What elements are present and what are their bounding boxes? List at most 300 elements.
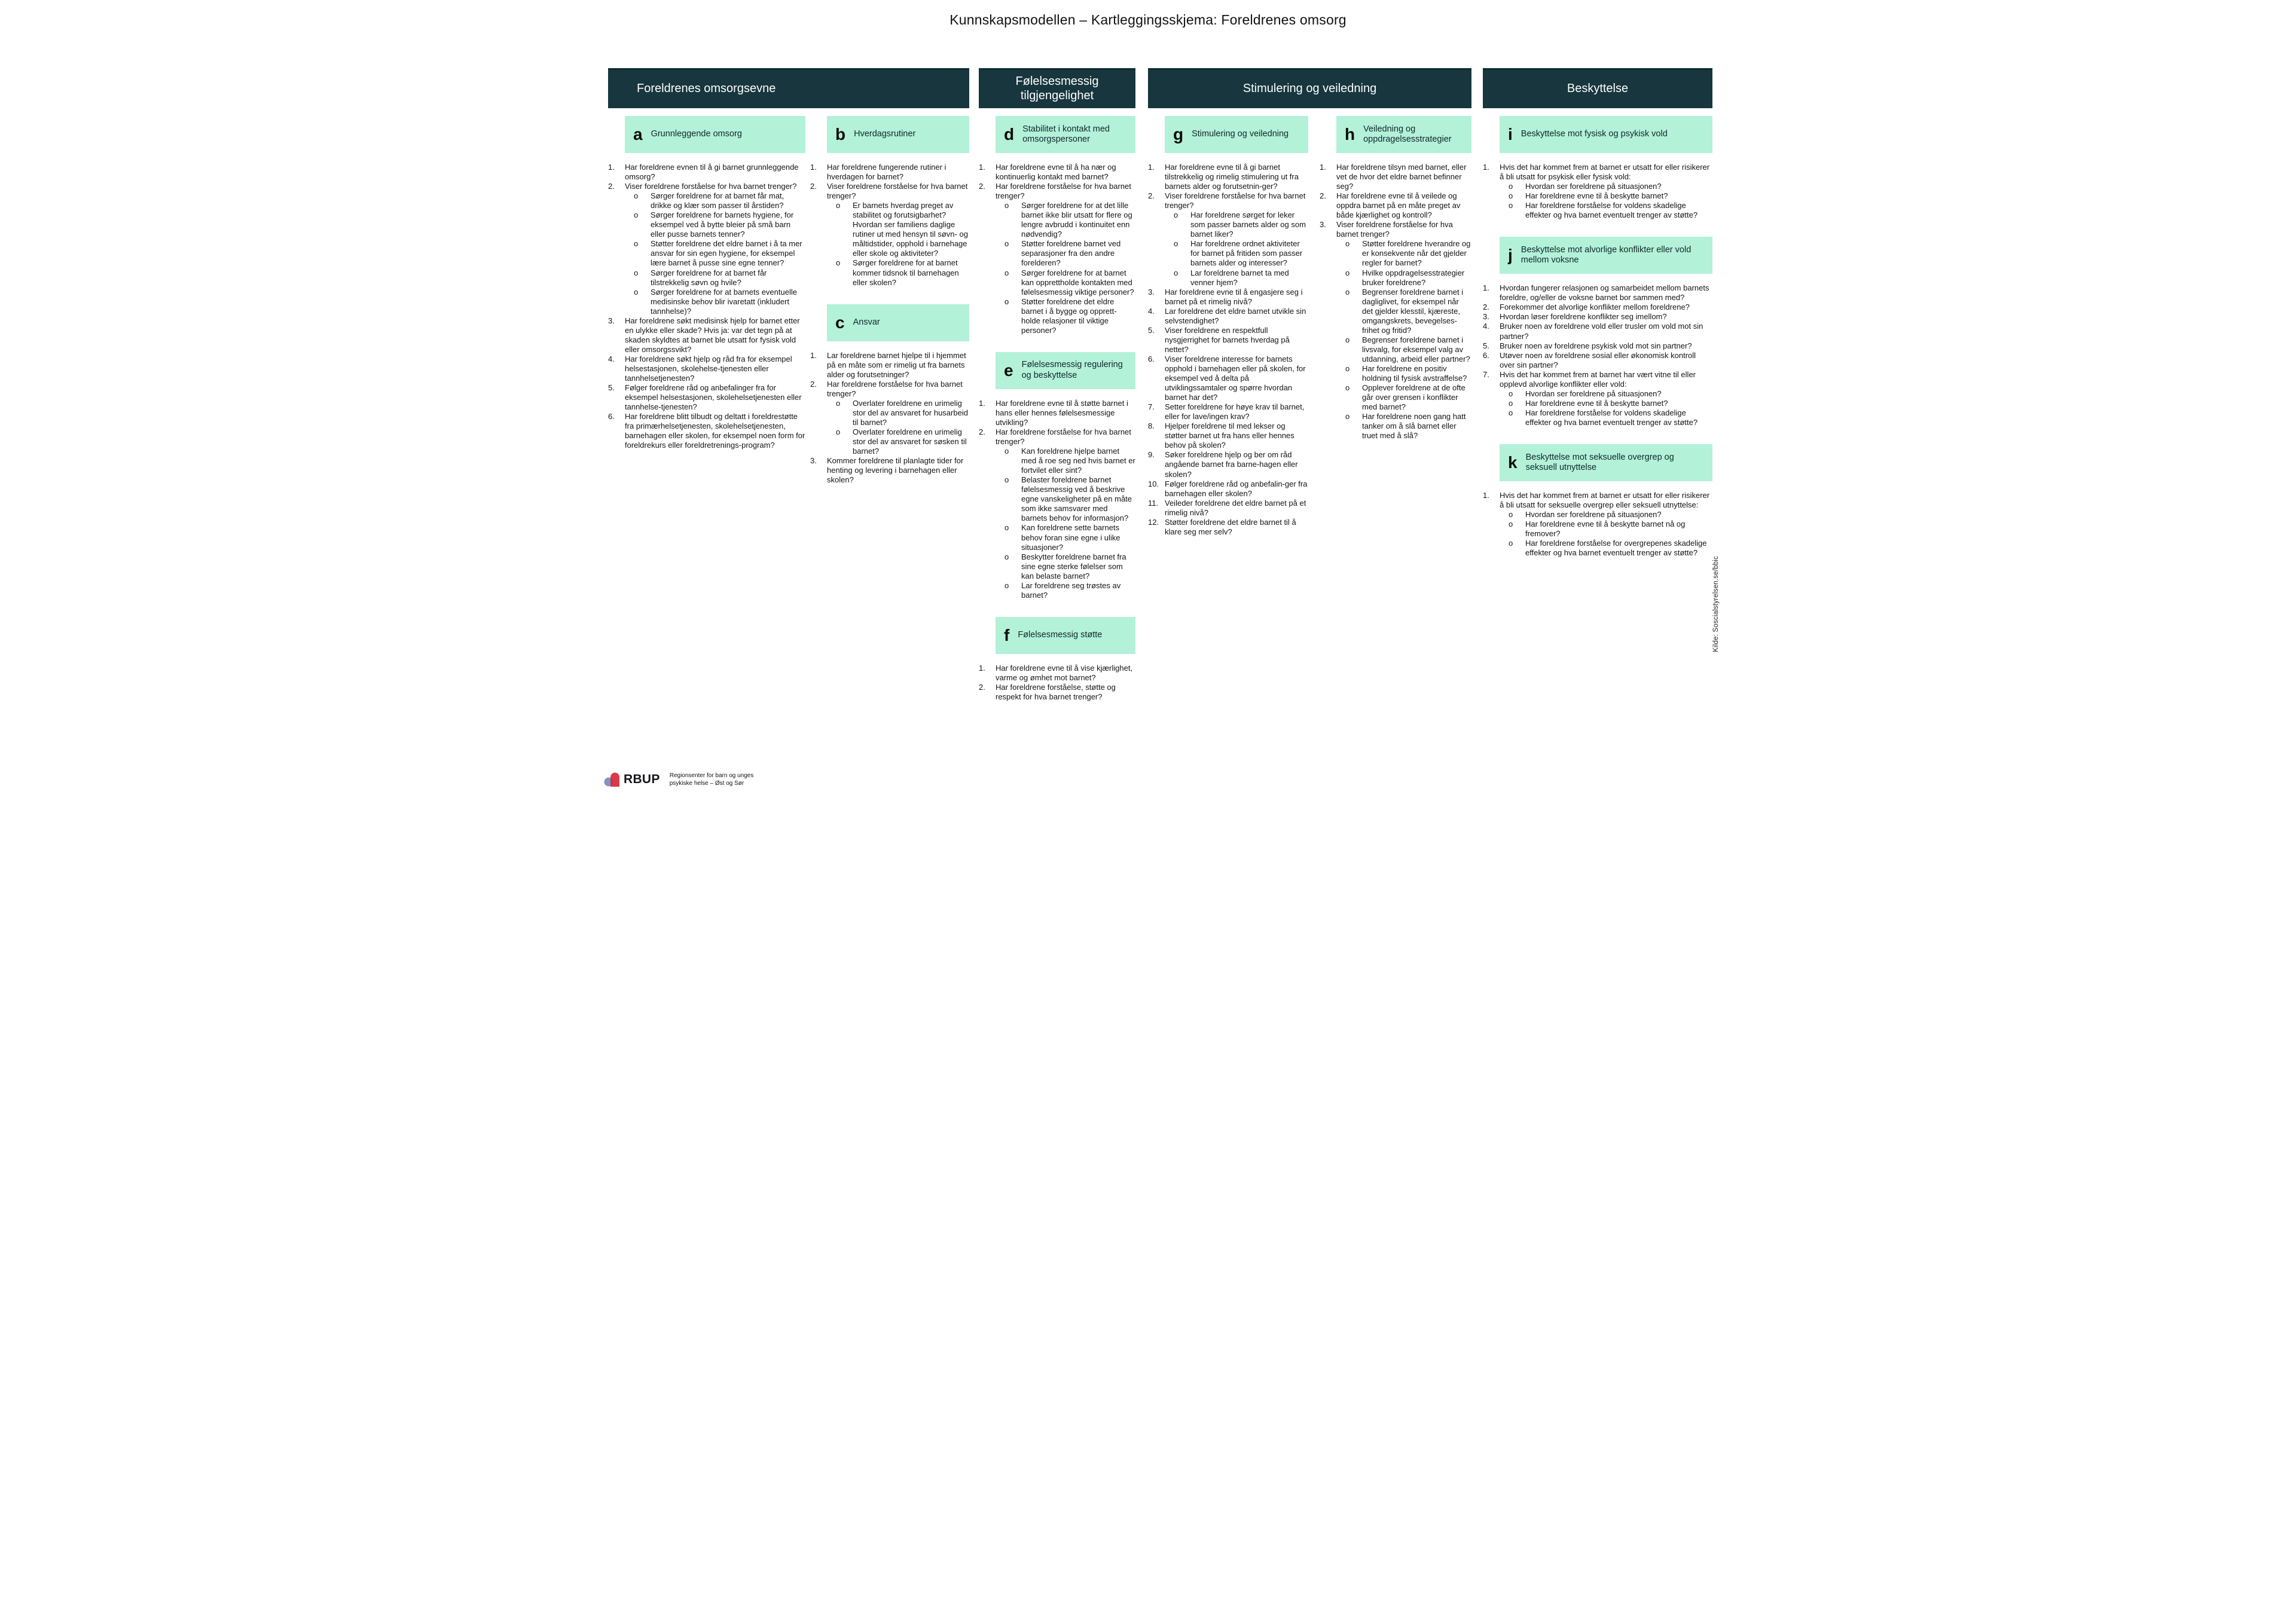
sub-item-text: Beskytter foreldrene barnet fra sine egne sterke følelser som kan belaste barnet? [1021,552,1126,580]
question-item [979,182,1135,201]
item-number: 10. [1148,479,1159,488]
question-sub-item [1483,201,1712,220]
item-text: Følger foreldrene råd og anbefalinger fra for eksempel helsestasjonen, skolehelsetjenesten eller tannhelse-tjenesten? [625,383,802,412]
item-text: Har foreldrene forståelse for hva barnet trenger? [827,379,963,398]
section-letter: h [1345,125,1355,143]
item-text: Har foreldrene evne til å støtte barnet i hans eller hennes følelsesmessige utvikling? [996,398,1128,427]
question-sub-item [1483,191,1712,201]
question-item [1483,312,1712,322]
item-text: Har foreldrene evne til å engasjere seg i barnet på et rimelig nivå? [1165,287,1303,306]
sub-item-text: Har foreldrene forståelse for overgrepenes skadelige effekter og hva barnet eventuelt trenger av støtte? [1525,539,1707,558]
item-text: Følger foreldrene råd og anbefalin-ger fra barnehagen eller skolen? [1165,479,1308,498]
question-list [979,664,1135,702]
question-item [1483,163,1712,182]
section-chip-h [1336,116,1471,153]
sub-item-text: Har foreldrene noen gang hatt tanker om å slå barnet eller truet med å slå? [1362,412,1466,441]
item-text: Støtter foreldrene det eldre barnet til å klare seg mer selv? [1165,517,1296,536]
sub-bullet-marker: o [1004,297,1009,306]
section-chip-j [1500,237,1712,274]
item-number: 2. [1148,191,1155,201]
item-number: 1. [810,163,817,172]
question-sub-item [810,427,969,456]
item-text: Har foreldrene forståelse, støtte og respekt for hva barnet trenger? [996,682,1116,701]
sub-item-text: Støtter foreldrene det eldre barnet i å ta mer ansvar for sin egen hygiene, for eksempel lære barnet å pusse sine egne tenner? [651,239,802,268]
group-columns [1148,116,1471,537]
schema-board [608,68,1712,702]
question-sub-item [608,288,805,316]
sub-item-text: Har foreldrene evne til å beskytte barnet? [1525,191,1668,201]
item-text: Hjelper foreldrene til med lekser og støtter barnet ut fra hans eller hennes behov på skolen? [1165,421,1294,450]
section-title: Følelsesmessig regulering og beskyttelse [1021,360,1123,380]
sub-bullet-marker: o [1509,191,1513,201]
item-text: Kommer foreldrene til planlagte tider for henting og levering i barnehagen eller skolen? [827,456,964,485]
sub-item-text: Sørger foreldrene for at barnets eventuelle medisinske behov blir ivaretatt (inkludert tannhelse)? [651,287,797,316]
item-number: 5. [1148,325,1155,335]
item-number: 5. [1483,341,1489,350]
section-title: Stimulering og veiledning [1192,129,1289,139]
group-columns [1483,116,1712,558]
section-chip-a [625,116,805,153]
question-item [1148,163,1308,191]
item-number: 3. [608,316,615,325]
question-sub-item [810,399,969,427]
question-item [810,163,969,182]
question-sub-item [1320,335,1471,364]
question-item [1148,479,1308,499]
item-number: 2. [1320,191,1326,201]
rbup-logo-icon [604,771,620,787]
column-group [979,68,1135,702]
sub-bullet-marker: o [1004,268,1009,277]
item-number: 8. [1148,421,1155,431]
question-item [1320,191,1471,220]
item-number: 11. [1148,498,1159,508]
sub-item-text: Støtter foreldrene hverandre og er konsekvente når det gjelder regler for barnet? [1362,239,1471,268]
question-sub-item [979,201,1135,239]
question-sub-item [1148,268,1308,288]
group-columns [979,116,1135,702]
item-text: Forekommer det alvorlige konflikter mellom foreldrene? [1500,302,1690,312]
section-title: Beskyttelse mot alvorlige konflikter eller vold mellom voksne [1521,244,1692,265]
question-item [608,163,805,182]
question-sub-item [979,552,1135,581]
sub-item-text: Overlater foreldrene en urimelig stor del av ansvaret for husarbeid til barnet? [853,398,968,427]
sub-item-text: Har foreldrene evne til å beskytte barnet? [1525,398,1668,408]
sub-item-text: Begrenser foreldrene barnet i dagliglivet, for eksempel når det gjelder klesstil, kjæreste, omgangskrets, bevegelses-frihet og fritid? [1362,287,1464,335]
column [608,116,805,450]
question-item [979,427,1135,447]
question-item [1148,450,1308,479]
section-letter: e [1004,360,1013,380]
column-group [1483,68,1712,558]
sub-item-text: Er barnets hverdag preget av stabilitet og forutsigbarhet? Hvordan ser familiens daglige rutiner ut med hensyn til søvn- og måltidstider, opphold i barnehage eller skole og aktiviteter? [853,201,968,258]
question-list [979,399,1135,600]
group-columns [608,116,969,485]
item-text: Viser foreldrene forståelse for hva barnet trenger? [625,182,797,191]
section-letter: k [1508,453,1518,472]
item-number: 3. [810,456,817,466]
sub-item-text: Har foreldrene ordnet aktiviteter for barnet på fritiden som passer barnets alder og interesser? [1190,239,1303,268]
item-number: 1. [1148,163,1155,172]
sub-bullet-marker: o [1004,475,1009,485]
sub-bullet-marker: o [634,287,639,297]
item-text: Veileder foreldrene det eldre barnet på et rimelig nivå? [1165,498,1306,517]
item-number: 6. [608,412,615,421]
sub-bullet-marker: o [1004,580,1009,590]
question-item [608,182,805,191]
sub-bullet-marker: o [1004,523,1009,533]
item-number: 2. [810,379,817,389]
item-text: Utøver noen av foreldrene sosial eller økonomisk kontroll over sin partner? [1500,350,1696,369]
item-text: Bruker noen av foreldrene vold eller trusler om vold mot sin partner? [1500,322,1703,341]
item-text: Har foreldrene forståelse for hva barnet trenger? [996,427,1131,447]
item-text: Har foreldrene evnen til å gi barnet grunnleggende omsorg? [625,163,799,182]
section-title: Hverdagsrutiner [854,129,916,139]
column-group [608,68,969,485]
question-sub-item [979,297,1135,335]
sub-item-text: Sørger foreldrene for at det lille barnet ikke blir utsatt for flere og lengre avbrudd i kontinuitet enn nødvendig? [1021,201,1132,239]
question-sub-item [1148,239,1308,268]
sub-bullet-marker: o [1345,335,1350,344]
question-item [810,351,969,380]
question-sub-item [810,201,969,258]
sub-bullet-marker: o [634,210,639,220]
sub-bullet-marker: o [836,258,841,268]
question-sub-item [1483,389,1712,399]
question-list [1483,163,1712,220]
item-number: 1. [810,350,817,360]
item-number: 1. [1320,163,1326,172]
sub-bullet-marker: o [1509,519,1513,529]
question-item [979,163,1135,182]
question-item [810,182,969,201]
sub-bullet-marker: o [1174,239,1178,249]
question-sub-item [1320,239,1471,268]
question-sub-item [979,268,1135,297]
item-number: 3. [1320,220,1326,230]
column [979,116,1135,702]
question-item [1320,220,1471,239]
item-number: 1. [1483,490,1489,500]
sub-item-text: Støtter foreldrene barnet ved separasjoner fra den andre forelderen? [1021,239,1121,268]
sub-bullet-marker: o [1345,287,1350,297]
item-number: 5. [608,383,615,393]
item-text: Har foreldrene fungerende rutiner i hverdagen for barnet? [827,163,947,182]
sub-item-text: Begrenser foreldrene barnet i livsvalg, for eksempel valg av utdanning, arbeid eller partner? [1362,335,1470,363]
column-group [1148,68,1471,537]
item-text: Har foreldrene forståelse for hva barnet trenger? [996,182,1131,201]
sub-bullet-marker: o [1509,510,1513,519]
section-title: Stabilitet i kontakt med omsorgspersoner [1022,124,1110,144]
sub-item-text: Hvordan ser foreldrene på situasjonen? [1525,182,1662,191]
question-list [1483,283,1712,427]
group-header: Følelsesmessig tilgjengelighet [979,68,1135,108]
item-text: Hvis det har kommet frem at barnet har vært vitne til eller opplevd alvorlige konflikter eller vold: [1500,369,1696,389]
question-item [1483,283,1712,302]
section-title: Beskyttelse mot fysisk og psykisk vold [1521,129,1668,139]
item-text: Viser foreldrene forståelse for hva barnet trenger? [1165,191,1306,210]
sub-item-text: Støtter foreldrene det eldre barnet i å bygge og opprett-holde relasjoner til viktige personer? [1021,297,1117,335]
sub-bullet-marker: o [1345,383,1350,393]
question-list [810,351,969,485]
column [810,116,969,485]
section-chip-g [1165,116,1308,153]
item-number: 4. [1148,306,1155,316]
sub-bullet-marker: o [1174,268,1178,277]
question-item [608,383,805,412]
section-letter: i [1508,125,1513,143]
question-item [608,354,805,383]
sub-item-text: Har foreldrene en positiv holdning til fysisk avstraffelse? [1362,363,1467,383]
group-header: Foreldrenes omsorgsevne [608,68,969,108]
sub-item-text: Lar foreldrene barnet ta med venner hjem? [1190,268,1289,287]
item-number: 1. [979,398,985,408]
item-number: 2. [608,182,615,191]
section-title: Grunnleggende omsorg [651,129,742,139]
sub-item-text: Sørger foreldrene for at barnet kommer tidsnok til barnehagen eller skolen? [853,258,959,287]
sub-bullet-marker: o [634,268,639,277]
section-title: Følelsesmessig støtte [1018,630,1103,640]
sub-bullet-marker: o [634,239,639,249]
question-item [1148,402,1308,421]
question-sub-item [810,258,969,287]
question-item [1148,518,1308,537]
item-text: Har foreldrene evne til å ha nær og kontinuerlig kontakt med barnet? [996,163,1116,182]
footer [604,771,774,787]
question-item [1483,351,1712,370]
item-text: Viser foreldrene en respektfull nysgjerrighet for barnets hverdag på nettet? [1165,325,1290,354]
sub-item-text: Sørger foreldrene for at barnet får tilstrekkelig søvn og hvile? [651,268,767,287]
question-item [1483,370,1712,389]
item-number: 6. [1148,354,1155,363]
question-item [1148,421,1308,450]
item-text: Lar foreldrene barnet hjelpe til i hjemmet på en måte som er rimelig ut fra barnets alder og forutsetninger? [827,350,966,379]
sub-bullet-marker: o [1004,239,1009,249]
sub-bullet-marker: o [1509,389,1513,398]
question-sub-item [1483,408,1712,427]
item-number: 6. [1483,350,1489,360]
column [1320,116,1471,441]
column [1483,116,1712,558]
group-header: Beskyttelse [1483,68,1712,108]
sub-item-text: Hvordan ser foreldrene på situasjonen? [1525,510,1662,519]
rbup-logo-text: RBUP [624,772,660,786]
item-number: 1. [1483,283,1489,293]
section-letter: f [1004,625,1010,644]
sub-bullet-marker: o [634,191,639,201]
section-title: Beskyttelse mot seksuelle overgrep og seksuell utnyttelse [1525,452,1674,472]
item-text: Viser foreldrene forståelse for hva barnet trenger? [827,182,968,201]
item-number: 9. [1148,450,1155,460]
section-chip-f [996,617,1135,654]
item-number: 2. [979,182,985,191]
item-text: Har foreldrene evne til å gi barnet tilstrekkelig og rimelig stimulering ut fra barnets alder og forutsetnin-ger? [1165,163,1299,191]
sub-bullet-marker: o [1345,239,1350,249]
question-sub-item [1320,364,1471,383]
sub-bullet-marker: o [1509,408,1513,417]
section-chip-k [1500,444,1712,481]
sub-bullet-marker: o [1345,412,1350,421]
item-number: 4. [1483,322,1489,331]
sub-item-text: Har foreldrene forståelse for voldens skadelige effekter og hva barnet eventuelt trenger av støtte? [1525,201,1698,220]
item-number: 1. [608,163,615,172]
question-list [1148,163,1308,537]
sub-item-text: Belaster foreldrene barnet følelsesmessig ved å beskrive egne vanskeligheter på en måte som ikke samsvarer med barnets behov for informasjon? [1021,475,1132,523]
sub-bullet-marker: o [836,201,841,210]
section-letter: g [1173,125,1184,143]
question-list [1483,491,1712,558]
question-item [810,456,969,485]
sub-bullet-marker: o [1004,447,1009,456]
sub-item-text: Kan foreldrene sette barnets behov foran sine egne i ulike situasjoner? [1021,523,1120,552]
question-sub-item [979,523,1135,552]
section-letter: c [835,313,845,332]
item-number: 3. [1483,312,1489,322]
question-item [608,316,805,354]
item-number: 12. [1148,517,1159,527]
question-sub-item [608,191,805,210]
sub-bullet-marker: o [1509,398,1513,408]
question-item [1148,354,1308,402]
item-number: 2. [810,182,817,191]
section-title: Veiledning og oppdragelsesstrategier [1363,124,1452,144]
question-sub-item [1320,268,1471,288]
sub-item-text: Opplever foreldrene at de ofte går over grensen i konflikter med barnet? [1362,383,1465,412]
sub-bullet-marker: o [1004,552,1009,561]
item-text: Hvis det har kommet frem at barnet er utsatt for eller risikerer å bli utsatt for seksuelle overgrep eller seksuell utnyttelse: [1500,490,1710,510]
sub-item-text: Kan foreldrene hjelpe barnet med å roe seg ned hvis barnet er fortvilet eller sint? [1021,447,1135,475]
sub-bullet-marker: o [1509,182,1513,191]
item-number: 3. [1148,287,1155,297]
question-sub-item [608,210,805,239]
section-chip-b [827,116,969,153]
question-sub-item [1320,412,1471,441]
sub-item-text: Sørger foreldrene for at barnet får mat, drikke og klær som passer til årstiden? [651,191,784,210]
item-number: 7. [1483,369,1489,379]
question-sub-item [1483,510,1712,519]
item-text: Viser foreldrene forståelse for hva barnet trenger? [1336,220,1453,239]
item-text: Har foreldrene søkt hjelp og råd fra for eksempel helsestasjonen, skolehelse-tjenesten eller tannhelsetjenesten? [625,354,792,383]
question-item [979,399,1135,427]
item-number: 1. [979,663,985,673]
section-letter: j [1508,246,1513,265]
question-sub-item [979,447,1135,475]
question-sub-item [1148,210,1308,239]
question-item [1148,307,1308,326]
item-number: 1. [1483,163,1489,172]
question-sub-item [608,268,805,288]
question-item [810,380,969,399]
page-title: Kunnskapsmodellen – Kartleggingsskjema: Foreldrenes omsorg [949,12,1347,27]
source-credit: Kilde: Soscialstyrelsen.se/bbic [1712,556,1720,652]
section-chip-d [996,116,1135,153]
sub-bullet-marker: o [836,427,841,436]
item-text: Hvordan fungerer relasjonen og samarbeidet mellom barnets foreldre, og/eller de voksne barnet bor sammen med? [1500,283,1709,302]
sub-item-text: Har foreldrene sørget for leker som passer barnets alder og som barnet liker? [1190,210,1306,239]
question-item [1483,302,1712,312]
item-number: 2. [979,682,985,692]
item-text: Viser foreldrene interesse for barnets opphold i barnehagen eller på skolen, for eksempel ved å delta på utviklingssamtaler og spørre hvordan barnet har det? [1165,354,1306,402]
question-item [1483,322,1712,341]
question-sub-item [1483,519,1712,539]
section-title: Ansvar [853,317,880,327]
sub-item-text: Overlater foreldrene en urimelig stor del av ansvaret for søsken til barnet? [853,427,967,456]
sub-item-text: Lar foreldrene seg trøstes av barnet? [1021,580,1121,600]
question-sub-item [1483,539,1712,558]
item-number: 2. [1483,302,1489,312]
question-list [608,163,805,450]
sub-item-text: Sørger foreldrene for at barnet kan opprettholde kontakten med følelsesmessig viktige personer? [1021,268,1134,297]
section-chip-e [996,352,1135,389]
question-item [608,412,805,450]
question-sub-item [979,475,1135,523]
question-item [979,664,1135,683]
sub-bullet-marker: o [1509,539,1513,548]
question-sub-item [1320,383,1471,412]
question-item [1148,326,1308,354]
group-header: Stimulering og veiledning [1148,68,1471,108]
item-text: Har foreldrene blitt tilbudt og deltatt i foreldrestøtte fra primærhelsetjenesten, skolehelsetjenesten, barnehagen eller skolen, for eksempel noen form for foreldrekurs eller foreldretrenings-program? [625,412,805,450]
question-sub-item [1320,288,1471,335]
item-text: Setter foreldrene for høye krav til barnet, eller for lave/ingen krav? [1165,402,1305,421]
question-item [1483,491,1712,510]
sub-bullet-marker: o [836,398,841,408]
question-list [1320,163,1471,441]
section-letter: a [633,125,643,143]
question-list [810,163,969,288]
sub-bullet-marker: o [1509,201,1513,210]
item-text: Har foreldrene evne til å vise kjærlighet, varme og ømhet mot barnet? [996,663,1133,682]
footer-description: Regionsenter for barn og unges psykiske helse – Øst og Sør [669,772,754,787]
column [1148,116,1308,537]
question-item [1148,288,1308,307]
sub-item-text: Hvordan ser foreldrene på situasjonen? [1525,389,1662,398]
sub-item-text: Sørger foreldrene for barnets hygiene, for eksempel ved å bytte bleier på små barn eller pusse barnets tenner? [651,210,794,239]
sub-item-text: Har foreldrene evne til å beskytte barnet nå og fremover? [1525,519,1686,539]
item-text: Søker foreldrene hjelp og ber om råd angående barnet fra barne-hagen eller skolen? [1165,450,1298,479]
item-text: Har foreldrene tilsyn med barnet, eller vet de hvor det eldre barnet befinner seg? [1336,163,1467,191]
item-text: Har foreldrene søkt medisinsk hjelp for barnet etter en ulykke eller skade? Hvis ja: var det tegn på at skaden skyldtes at barnet ble utsatt for fysisk vold eller omsorgssvikt? [625,316,800,354]
item-text: Bruker noen av foreldrene psykisk vold mot sin partner? [1500,341,1692,350]
question-item [1483,341,1712,351]
item-number: 2. [979,427,985,436]
document-page [574,0,1722,812]
sub-bullet-marker: o [1345,268,1350,277]
question-item [1148,499,1308,518]
item-text: Hvis det har kommet frem at barnet er utsatt for eller risikerer å bli utsatt for psykisk eller fysisk vold: [1500,163,1710,182]
question-sub-item [1483,399,1712,408]
item-text: Lar foreldrene det eldre barnet utvikle sin selvstendighet? [1165,306,1306,325]
sub-bullet-marker: o [1345,363,1350,373]
question-sub-item [1483,182,1712,191]
sub-bullet-marker: o [1004,201,1009,210]
item-text: Hvordan løser foreldrene konflikter seg imellom? [1500,312,1667,322]
question-sub-item [979,239,1135,268]
question-sub-item [979,581,1135,600]
item-number: 1. [979,163,985,172]
question-sub-item [608,239,805,268]
section-chip-i [1500,116,1712,153]
section-chip-c [827,304,969,341]
sub-item-text: Hvilke oppdragelsesstrategier bruker foreldrene? [1362,268,1465,287]
section-letter: d [1004,125,1015,143]
question-item [1148,191,1308,210]
section-letter: b [835,125,846,143]
sub-bullet-marker: o [1174,210,1178,220]
item-text: Har foreldrene evne til å veilede og oppdra barnet på en måte preget av både kjærlighet og kontroll? [1336,191,1461,220]
item-number: 4. [608,354,615,363]
item-number: 7. [1148,402,1155,412]
